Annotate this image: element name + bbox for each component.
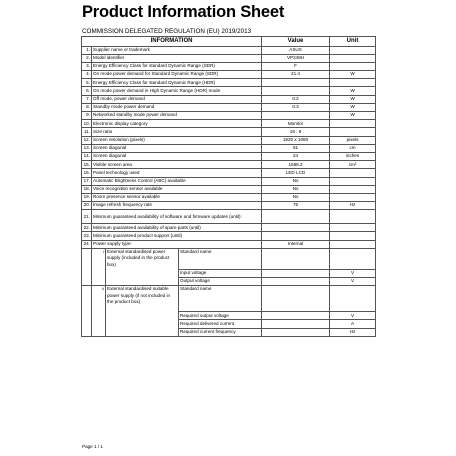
row-label: On mode power demand for Standard Dynamic Range (SDR): [92, 71, 262, 79]
row-value: [262, 112, 330, 120]
row-number: 13.: [82, 144, 92, 152]
row-value: VP248H: [262, 54, 330, 62]
table-row: [82, 185, 376, 193]
required-frequency-unit: Hz: [330, 328, 376, 336]
row-value: No: [262, 193, 330, 201]
row-number: 24.: [82, 240, 92, 248]
row-unit: Hz: [330, 202, 376, 210]
row-label: Room presence sensor available: [92, 193, 262, 201]
required-frequency-label: Required current frequency: [179, 328, 262, 336]
row-value: [262, 224, 330, 232]
row-number: 20.: [82, 202, 92, 210]
row-label: Minimum guaranteed product support (until): [92, 232, 262, 240]
row-number: 6.: [82, 87, 92, 95]
row-label: Model identifier: [92, 54, 262, 62]
row-value: [262, 79, 330, 87]
table-row: [82, 128, 376, 136]
row-value: ASUS: [262, 46, 330, 54]
information-table: [81, 36, 376, 337]
row-unit: W: [330, 95, 376, 103]
row-value: F: [262, 62, 330, 70]
row-label: On mode power demand in High Dynamic Range (HDR) mode: [92, 87, 262, 95]
row-unit: [330, 232, 376, 240]
row-number: 17.: [82, 177, 92, 185]
row-number: 12.: [82, 136, 92, 144]
row-number: 23.: [82, 232, 92, 240]
table-row: [82, 95, 376, 103]
table-row: [82, 144, 376, 152]
row-unit: [330, 120, 376, 128]
regulation-subtitle: COMMISSION DELEGATED REGULATION (EU) 2019/2013: [82, 28, 252, 35]
table-row: [82, 161, 376, 169]
row-unit: W: [330, 87, 376, 95]
row-unit: W: [330, 71, 376, 79]
row-number: 5.: [82, 79, 92, 87]
row-label: Networked standby mode power demand: [92, 112, 262, 120]
row-number: 15.: [82, 161, 92, 169]
row-unit: [330, 54, 376, 62]
table-row: [82, 62, 376, 70]
row-unit: W: [330, 103, 376, 111]
subitem-label: External standardised suitable power supply (if not included in the product box): [106, 286, 179, 337]
row-label: Image refresh frequency rate: [92, 202, 262, 210]
row-unit: cm: [330, 144, 376, 152]
row-value: 1920 x 1080: [262, 136, 330, 144]
row-value: 75: [262, 202, 330, 210]
table-row: [82, 224, 376, 232]
row-value: 0.2: [262, 95, 330, 103]
output-voltage-label: Output voltage: [179, 278, 262, 286]
table-row: [82, 169, 376, 177]
row-unit: cm²: [330, 161, 376, 169]
subitem-label: External standardised power supply (included in the product box): [106, 248, 179, 285]
row-label: Automatic Brightness Control (ABC) available: [92, 177, 262, 185]
row-value: Monitor: [262, 120, 330, 128]
row-value: [262, 232, 330, 240]
row-value: 24: [262, 152, 330, 160]
row-number: 22.: [82, 224, 92, 232]
row-unit: [330, 62, 376, 70]
output-voltage-unit: V: [330, 278, 376, 286]
table-row: [82, 120, 376, 128]
table-row: [82, 136, 376, 144]
header-unit: Unit: [330, 37, 376, 47]
row-label: Power supply type:: [92, 240, 262, 248]
row-unit: [330, 79, 376, 87]
table-row: [82, 240, 376, 248]
row-number: 2.: [82, 54, 92, 62]
row-unit: [330, 128, 376, 136]
table-row: [82, 177, 376, 185]
table-body-extra: [82, 210, 376, 337]
row-unit: [330, 177, 376, 185]
row-label: Screen diagonal: [92, 144, 262, 152]
input-voltage-label: Input voltage: [179, 269, 262, 277]
row-number: 16.: [82, 169, 92, 177]
table-row: [82, 152, 376, 160]
row-label: Electronic display category: [92, 120, 262, 128]
row-unit: [330, 193, 376, 201]
row-label: Size ratio: [92, 128, 262, 136]
row-number: 9.: [82, 112, 92, 120]
row-number: 8.: [82, 103, 92, 111]
table-body: [82, 46, 376, 210]
row-value: LED LCD: [262, 169, 330, 177]
table-header-row: [82, 37, 376, 47]
table-row: [82, 71, 376, 79]
required-output-voltage-label: Required output voltage: [179, 312, 262, 320]
required-current-unit: A: [330, 320, 376, 328]
row-number: 18.: [82, 185, 92, 193]
page-footer: Page 1 / 1: [82, 444, 103, 449]
page-title: Product Information Sheet: [82, 3, 285, 21]
table-row: [82, 248, 376, 269]
row-value: 1588.2: [262, 161, 330, 169]
table-row: [82, 54, 376, 62]
row-label: Minimum guaranteed availability of software and firmware updates (until):: [92, 210, 262, 224]
input-voltage-unit: V: [330, 269, 376, 277]
row-number: 11.: [82, 128, 92, 136]
row-value: [262, 210, 330, 224]
row-number: 10.: [82, 120, 92, 128]
row-number: 19.: [82, 193, 92, 201]
row-label: Screen diagonal: [92, 152, 262, 160]
table-row: [82, 232, 376, 240]
header-information: INFORMATION: [82, 37, 262, 47]
row-unit: pixels: [330, 136, 376, 144]
row-unit: [330, 224, 376, 232]
table-row: [82, 193, 376, 201]
row-value: 0.3: [262, 103, 330, 111]
table-row: [82, 79, 376, 87]
row-number: 1.: [82, 46, 92, 54]
row-unit: inches: [330, 152, 376, 160]
row-unit: W: [330, 112, 376, 120]
row-label: Energy Efficiency Class for standard Dynamic Range (SDR): [92, 62, 262, 70]
standard-name-label: Standard name: [179, 248, 262, 269]
table-row: [82, 202, 376, 210]
row-value: 16 : 9: [262, 128, 330, 136]
row-number: 21.: [82, 210, 92, 224]
row-value: No: [262, 185, 330, 193]
row-value: 21.4: [262, 71, 330, 79]
row-label: Visible screen area: [92, 161, 262, 169]
row-value: [262, 87, 330, 95]
row-number: 14.: [82, 152, 92, 160]
row-number: 3.: [82, 62, 92, 70]
row-label: Supplier name or trademark: [92, 46, 262, 54]
row-unit: [330, 240, 376, 248]
row-unit: [330, 46, 376, 54]
required-current-label: Required delivered current: [179, 320, 262, 328]
row-label: Screen resolution (pixels): [92, 136, 262, 144]
subitem-mark: i: [92, 248, 106, 285]
row-number: 7.: [82, 95, 92, 103]
table-row: [82, 46, 376, 54]
required-output-voltage-unit: V: [330, 312, 376, 320]
header-value: Value: [262, 37, 330, 47]
row-unit: [330, 210, 376, 224]
row-label: Minimum guaranteed availability of spare parts (until): [92, 224, 262, 232]
row-label: Standby mode power demand: [92, 103, 262, 111]
standard-name-label: Standard name: [179, 286, 262, 312]
row-label: Off mode, power demand: [92, 95, 262, 103]
row-value: No: [262, 177, 330, 185]
table-row: [82, 210, 376, 224]
subitem-mark: ii: [92, 286, 106, 337]
row-number: 4.: [82, 71, 92, 79]
row-unit: [330, 185, 376, 193]
table-row: [82, 286, 376, 312]
table-row: [82, 87, 376, 95]
row-label: Voice recognition sensor available: [92, 185, 262, 193]
row-label: Energy Efficiency Class for standard Dynamic Range (HDR): [92, 79, 262, 87]
row-label: Panel technology used: [92, 169, 262, 177]
table-row: [82, 103, 376, 111]
row-value: Internal: [262, 240, 330, 248]
table-row: [82, 112, 376, 120]
row-unit: [330, 169, 376, 177]
row-value: 61: [262, 144, 330, 152]
